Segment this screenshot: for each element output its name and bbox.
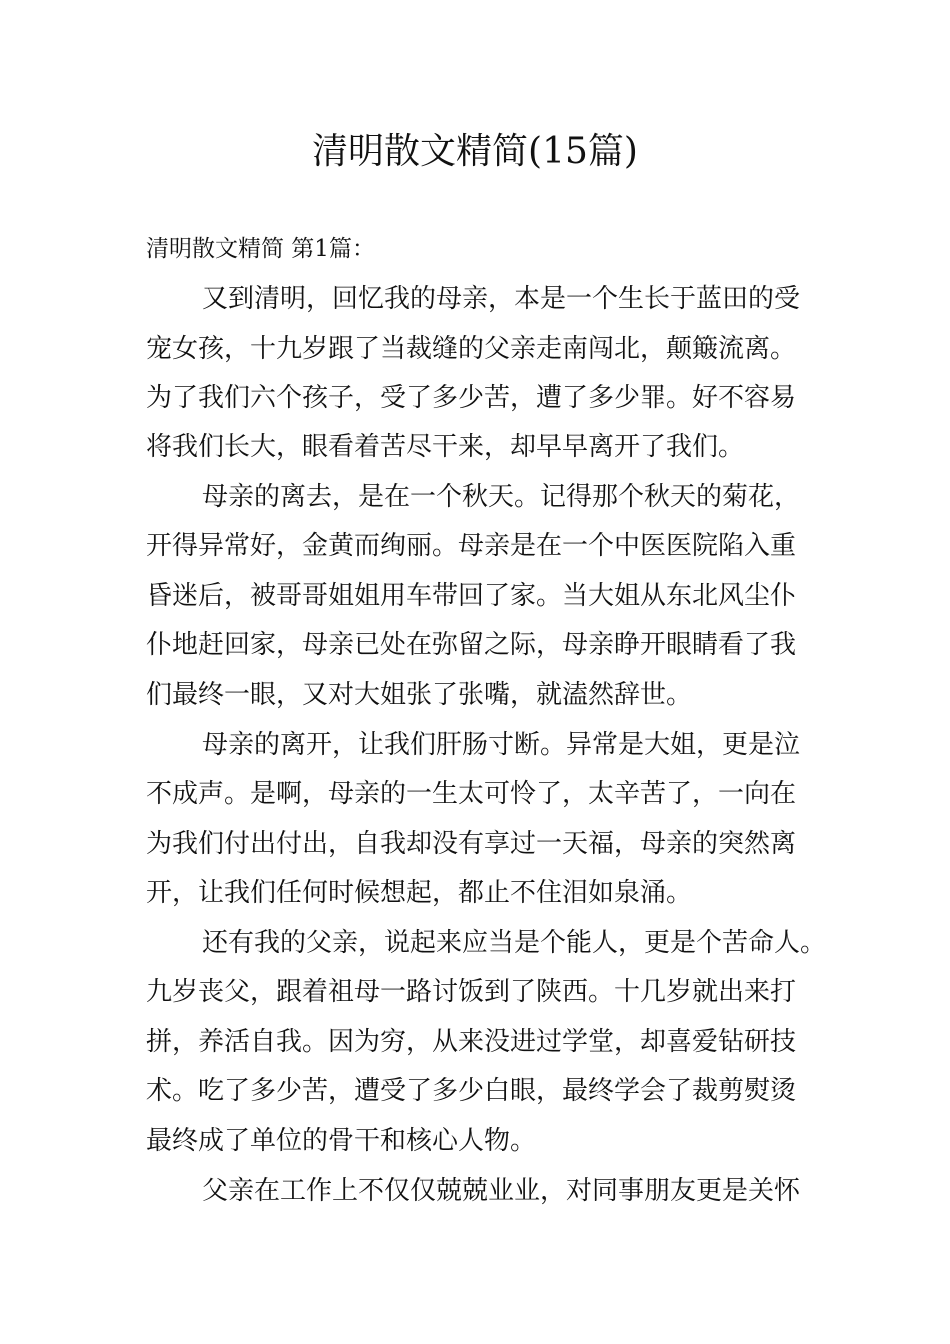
paragraph-line: 开，让我们任何时候想起，都止不住泪如泉涌。 <box>146 878 693 908</box>
section-heading: 清明散文精简 第1篇： <box>146 236 375 262</box>
paragraph-line: 们最终一眼，又对大姐张了张嘴，就溘然辞世。 <box>146 680 693 710</box>
paragraph-line: 母亲的离去，是在一个秋天。记得那个秋天的菊花， <box>202 482 801 512</box>
paragraph-line: 最终成了单位的骨干和核心人物。 <box>146 1126 537 1156</box>
paragraph-line: 还有我的父亲，说起来应当是个能人，更是个苦命人。 <box>202 928 827 958</box>
paragraph-line: 术。吃了多少苦，遭受了多少白眼，最终学会了裁剪熨烫 <box>146 1076 797 1106</box>
paragraph-line: 父亲在工作上不仅仅兢兢业业，对同事朋友更是关怀 <box>202 1176 801 1206</box>
paragraph-line: 拼，养活自我。因为穷，从来没进过学堂，却喜爱钻研技 <box>146 1027 797 1057</box>
paragraph-line: 仆地赶回家，母亲已处在弥留之际，母亲睁开眼睛看了我 <box>146 630 797 660</box>
paragraph-line: 将我们长大，眼看着苦尽干来，却早早离开了我们。 <box>146 432 745 462</box>
paragraph-line: 母亲的离开，让我们肝肠寸断。异常是大姐，更是泣 <box>202 730 801 760</box>
paragraph-line: 又到清明，回忆我的母亲，本是一个生长于蓝田的受 <box>202 284 801 314</box>
paragraph-line: 开得异常好，金黄而绚丽。母亲是在一个中医医院陷入重 <box>146 531 797 561</box>
paragraph-line: 为我们付出付出，自我却没有享过一天福，母亲的突然离 <box>146 829 797 859</box>
paragraph-line: 为了我们六个孩子，受了多少苦，遭了多少罪。好不容易 <box>146 383 797 413</box>
paragraph-line: 昏迷后，被哥哥姐姐用车带回了家。当大姐从东北风尘仆 <box>146 581 797 611</box>
paragraph-line: 宠女孩，十九岁跟了当裁缝的父亲走南闯北，颠簸流离。 <box>146 334 797 364</box>
paragraph-line: 不成声。是啊，母亲的一生太可怜了，太辛苦了，一向在 <box>146 779 797 809</box>
paragraph-line: 九岁丧父，跟着祖母一路讨饭到了陕西。十几岁就出来打 <box>146 977 797 1007</box>
document-title: 清明散文精简(15篇) <box>312 131 638 172</box>
